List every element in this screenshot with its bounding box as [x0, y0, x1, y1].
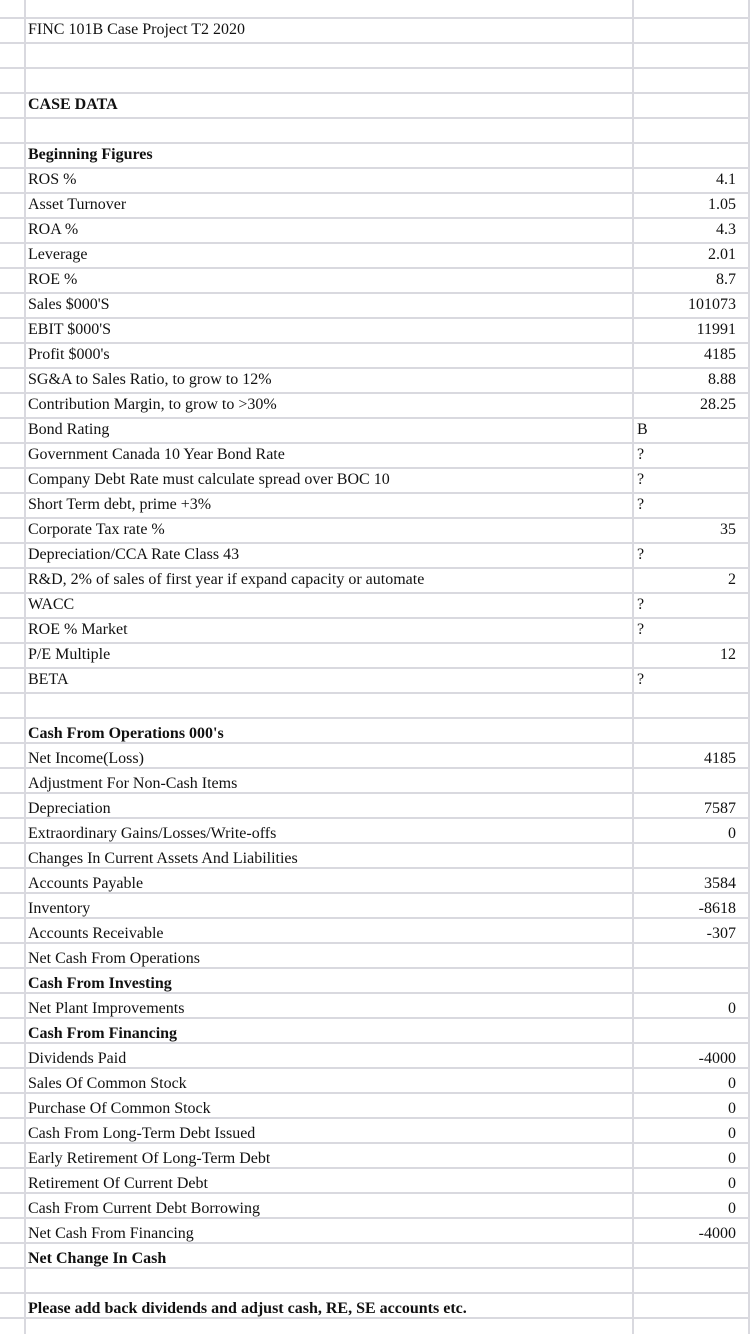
row-value: 35	[720, 521, 736, 538]
beginning-figure-row[interactable]	[0, 192, 750, 217]
row-value: 2	[728, 571, 736, 588]
beginning-figure-row[interactable]	[0, 217, 750, 242]
row-note-cell: ?	[637, 546, 645, 563]
beginning-figure-row[interactable]	[0, 592, 750, 617]
grid-line-horizontal	[0, 117, 750, 119]
beginning-figure-row[interactable]	[0, 342, 750, 367]
row-note-cell: ?	[637, 496, 645, 513]
row-value: -307	[706, 925, 736, 942]
cash-flow-row[interactable]	[0, 1146, 750, 1171]
row-label: ROE %	[28, 271, 78, 288]
case-data-heading: CASE DATA	[28, 96, 118, 113]
row-label: Adjustment For Non-Cash Items	[28, 775, 238, 792]
row-label: Short Term debt, prime +3%	[28, 496, 212, 513]
cash-flow-row[interactable]	[0, 921, 750, 946]
row-value: 7587	[704, 800, 736, 817]
row-label: EBIT $000'S	[28, 321, 112, 338]
row-label: Leverage	[28, 246, 88, 263]
grid-line-horizontal	[0, 717, 750, 719]
row-label: SG&A to Sales Ratio, to grow to 12%	[28, 371, 272, 388]
cash-flow-row[interactable]	[0, 846, 750, 871]
cash-flow-row[interactable]	[0, 1046, 750, 1071]
row-note-cell	[637, 567, 730, 592]
row-value: 0	[728, 1000, 736, 1017]
row-value: 0	[728, 1175, 736, 1192]
row-value: 0	[728, 1125, 736, 1142]
row-label: Net Cash From Financing	[28, 1225, 194, 1242]
row-label: Net Plant Improvements	[28, 1000, 185, 1017]
row-note-cell: ?	[637, 621, 645, 638]
cash-flow-row[interactable]	[0, 796, 750, 821]
row-label: Accounts Receivable	[28, 925, 164, 942]
cash-flow-row[interactable]	[0, 946, 750, 971]
row-value: 0	[728, 1200, 736, 1217]
row-value: 8.88	[708, 371, 736, 388]
cash-flow-row[interactable]	[0, 1121, 750, 1146]
row-label: P/E Multiple	[28, 646, 111, 663]
cash-flow-row[interactable]	[0, 1221, 750, 1246]
row-value: 0	[728, 1075, 736, 1092]
beginning-figures-header-row[interactable]	[0, 142, 750, 167]
row-value: 3584	[704, 875, 736, 892]
beginning-figure-row[interactable]	[0, 267, 750, 292]
beginning-figure-row[interactable]	[0, 167, 750, 192]
beginning-figure-row[interactable]	[0, 392, 750, 417]
grid-line-horizontal	[0, 67, 750, 69]
cash-flow-row[interactable]	[0, 1196, 750, 1221]
row-note-cell: ?	[637, 596, 645, 613]
row-value: 101073	[688, 296, 736, 313]
row-label: Dividends Paid	[28, 1050, 127, 1067]
beginning-figure-row[interactable]	[0, 417, 750, 442]
beginning-figure-row[interactable]	[0, 317, 750, 342]
beginning-figure-row[interactable]	[0, 642, 750, 667]
beginning-figure-row[interactable]	[0, 567, 750, 592]
row-value: -8618	[698, 900, 736, 917]
row-value: 28.25	[700, 396, 736, 413]
row-value: 4185	[704, 346, 736, 363]
row-note-cell	[637, 642, 730, 667]
row-label: Net Cash From Operations	[28, 950, 200, 967]
row-label: Depreciation	[28, 800, 111, 817]
footer-note: Please add back dividends and adjust cash, RE, SE accounts etc.	[28, 1300, 467, 1317]
cash-flow-section-row[interactable]	[0, 971, 750, 996]
cash-flow-row[interactable]	[0, 1071, 750, 1096]
footer-note-row[interactable]	[0, 1296, 750, 1321]
grid-line-horizontal	[0, 692, 750, 694]
section-heading: Cash From Investing	[28, 975, 172, 992]
cash-flow-row[interactable]	[0, 871, 750, 896]
row-label: Cash From Current Debt Borrowing	[28, 1200, 260, 1217]
cash-flow-section-row[interactable]	[0, 1246, 750, 1271]
beginning-figure-row[interactable]	[0, 467, 750, 492]
row-value: 2.01	[708, 246, 736, 263]
section-heading: Cash From Operations 000's	[28, 725, 224, 742]
row-value: 11991	[696, 321, 736, 338]
beginning-figure-row[interactable]	[0, 492, 750, 517]
beginning-figure-row[interactable]	[0, 542, 750, 567]
beginning-figures-heading: Beginning Figures	[28, 146, 153, 163]
row-label: Depreciation/CCA Rate Class 43	[28, 546, 240, 563]
row-label: Net Income(Loss)	[28, 750, 144, 767]
cash-flow-section-row[interactable]	[0, 1021, 750, 1046]
cash-flow-row[interactable]	[0, 746, 750, 771]
document-title: FINC 101B Case Project T2 2020	[28, 21, 246, 38]
row-label: Purchase Of Common Stock	[28, 1100, 211, 1117]
row-value: 4.1	[716, 171, 736, 188]
row-label: Sales $000'S	[28, 296, 110, 313]
beginning-figure-row[interactable]	[0, 667, 750, 692]
case-data-row[interactable]	[0, 92, 750, 117]
beginning-figure-row[interactable]	[0, 292, 750, 317]
row-value: 4185	[704, 750, 736, 767]
grid-line-horizontal	[0, 1292, 750, 1294]
cash-flow-row[interactable]	[0, 1171, 750, 1196]
title-row[interactable]	[0, 17, 750, 42]
row-label: Company Debt Rate must calculate spread over BOC 10	[28, 471, 390, 488]
row-label: Profit $000's	[28, 346, 110, 363]
row-label: Retirement Of Current Debt	[28, 1175, 208, 1192]
row-note-cell: B	[637, 421, 648, 438]
beginning-figure-row[interactable]	[0, 242, 750, 267]
beginning-figure-row[interactable]	[0, 442, 750, 467]
row-value: 8.7	[716, 271, 736, 288]
row-note-cell: ?	[637, 471, 645, 488]
cash-flow-row[interactable]	[0, 896, 750, 921]
cash-flow-row[interactable]	[0, 1096, 750, 1121]
grid-line-horizontal	[0, 42, 750, 44]
beginning-figure-row[interactable]	[0, 517, 750, 542]
row-note-cell: ?	[637, 446, 645, 463]
row-label: Sales Of Common Stock	[28, 1075, 187, 1092]
row-value: -4000	[698, 1225, 736, 1242]
beginning-figure-row[interactable]	[0, 617, 750, 642]
row-label: ROA %	[28, 221, 79, 238]
row-value: 4.3	[716, 221, 736, 238]
cash-flow-row[interactable]	[0, 771, 750, 796]
row-value: 0	[728, 1100, 736, 1117]
row-label: Cash From Long-Term Debt Issued	[28, 1125, 256, 1142]
row-label: ROS %	[28, 171, 77, 188]
row-label: BETA	[28, 671, 69, 688]
row-label: Asset Turnover	[28, 196, 127, 213]
row-label: Government Canada 10 Year Bond Rate	[28, 446, 285, 463]
row-value: 12	[720, 646, 736, 663]
row-label: Changes In Current Assets And Liabilities	[28, 850, 298, 867]
row-value: -4000	[698, 1050, 736, 1067]
row-value: 1.05	[708, 196, 736, 213]
row-value: 0	[728, 1150, 736, 1167]
section-heading: Cash From Financing	[28, 1025, 178, 1042]
beginning-figure-row[interactable]	[0, 367, 750, 392]
cash-flow-section-row[interactable]	[0, 721, 750, 746]
row-label: Accounts Payable	[28, 875, 144, 892]
row-label: Contribution Margin, to grow to >30%	[28, 396, 277, 413]
row-label: Extraordinary Gains/Losses/Write-offs	[28, 825, 277, 842]
row-label: Corporate Tax rate %	[28, 521, 165, 538]
cash-flow-row[interactable]	[0, 996, 750, 1021]
row-label: ROE % Market	[28, 621, 128, 638]
row-label: R&D, 2% of sales of first year if expand capacity or automate	[28, 571, 425, 588]
row-label: Inventory	[28, 900, 91, 917]
row-label: Early Retirement Of Long-Term Debt	[28, 1150, 271, 1167]
row-label: Bond Rating	[28, 421, 110, 438]
section-heading: Net Change In Cash	[28, 1250, 167, 1267]
row-value: 0	[728, 825, 736, 842]
row-label: WACC	[28, 596, 75, 613]
row-note-cell: ?	[637, 671, 645, 688]
cash-flow-row[interactable]	[0, 821, 750, 846]
row-note-cell	[637, 517, 730, 542]
